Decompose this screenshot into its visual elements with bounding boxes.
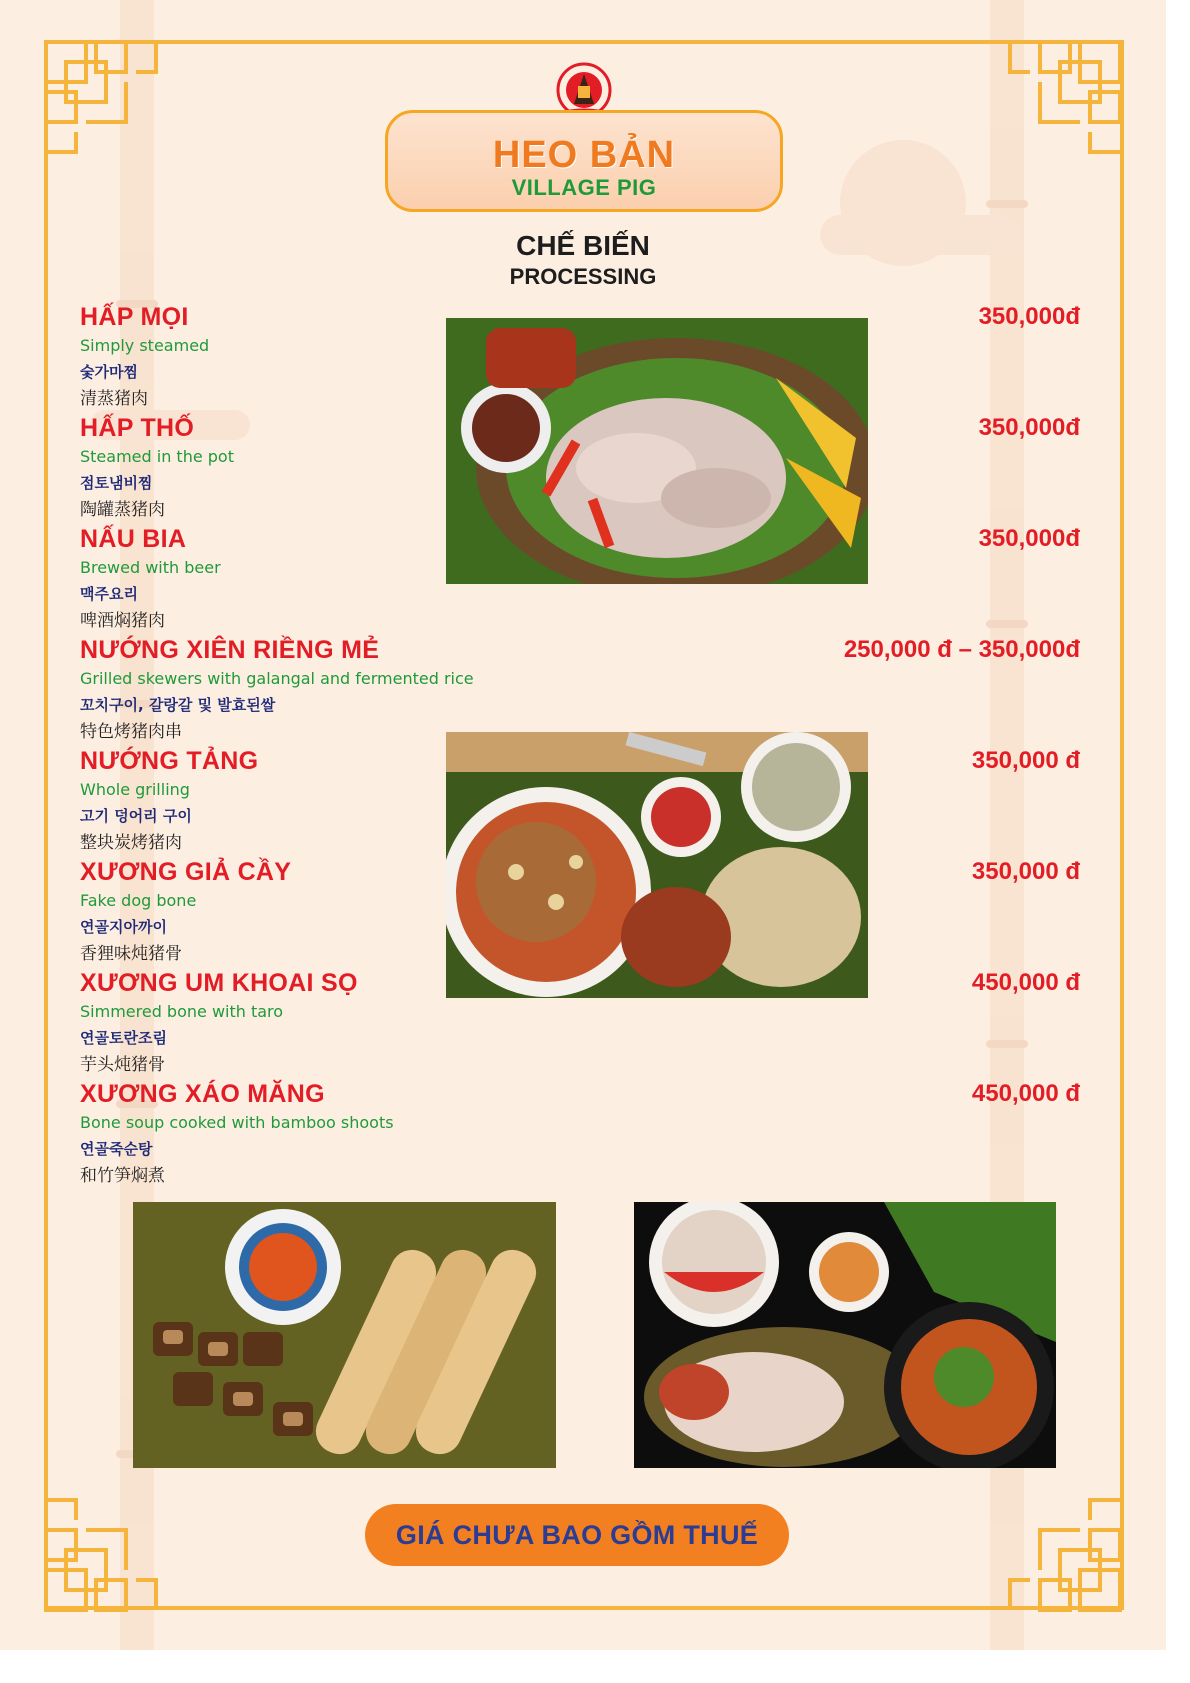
- item-name: NẤU BIA: [80, 525, 187, 553]
- item-english: Simply steamed: [80, 336, 210, 355]
- item-price: 250,000 đ – 350,000đ: [843, 636, 1080, 663]
- item-english: Simmered bone with taro: [80, 1002, 284, 1021]
- food-photo-bone-stew: [446, 732, 868, 998]
- item-korean: 맥주요리: [80, 585, 138, 603]
- section-title: CHẾ BIẾN: [516, 230, 650, 261]
- item-price: 350,000đ: [978, 414, 1080, 441]
- item-chinese: 啤酒焖猪肉: [80, 611, 165, 631]
- item-chinese: 清蒸猪肉: [80, 389, 148, 409]
- item-price: 350,000 đ: [971, 747, 1080, 774]
- section-subtitle: PROCESSING: [509, 264, 657, 289]
- item-korean: 점토냄비찜: [80, 474, 153, 492]
- item-english: Whole grilling: [80, 780, 190, 799]
- item-name: NƯỚNG TẢNG: [80, 747, 259, 775]
- corner-ornament-bottom-right: [980, 1470, 1130, 1620]
- item-name: XƯƠNG UM KHOAI SỌ: [80, 969, 358, 997]
- food-photo-hotpot-platter: [634, 1202, 1056, 1468]
- menu-title: HEO BẢN: [492, 134, 676, 176]
- corner-ornament-top-right: [980, 32, 1130, 182]
- item-name: HẤP THỐ: [80, 414, 195, 442]
- item-chinese: 整块炭烤猪肉: [80, 833, 182, 853]
- item-chinese: 香狸味炖猪骨: [80, 944, 182, 964]
- item-korean: 고기 덩어리 구이: [80, 807, 192, 825]
- corner-ornament-bottom-left: [36, 1470, 186, 1620]
- item-name: NƯỚNG XIÊN RIỀNG MẺ: [80, 636, 380, 664]
- item-korean: 꼬치구이, 갈랑갈 및 발효된쌀: [80, 696, 276, 714]
- item-price: 350,000 đ: [971, 858, 1080, 885]
- item-price: 450,000 đ: [971, 969, 1080, 996]
- item-english: Steamed in the pot: [80, 447, 234, 466]
- menu-item: [80, 1079, 1080, 1189]
- item-price: 350,000đ: [978, 525, 1080, 552]
- item-name: XƯƠNG GIẢ CẦY: [80, 858, 292, 886]
- item-chinese: 芋头炖猪骨: [80, 1055, 165, 1075]
- item-chinese: 和竹笋焖煮: [80, 1166, 165, 1186]
- title-banner: [385, 110, 783, 212]
- menu-subtitle: VILLAGE PIG: [511, 175, 657, 200]
- item-korean: 숯가마찜: [80, 363, 138, 381]
- corner-ornament-top-left: [36, 32, 186, 182]
- food-photo-steamed-pork: [446, 318, 868, 584]
- item-english: Fake dog bone: [80, 891, 197, 910]
- item-price: 350,000đ: [978, 303, 1080, 330]
- tax-note-badge: GIÁ CHƯA BAO GỒM THUẾ: [365, 1504, 789, 1566]
- menu-item: [80, 635, 1080, 745]
- item-name: HẤP MỌI: [80, 303, 189, 331]
- item-chinese: 特色烤猪肉串: [80, 722, 182, 742]
- food-photo-grilled-skewers: [133, 1202, 556, 1468]
- item-price: 450,000 đ: [971, 1080, 1080, 1107]
- item-english: Brewed with beer: [80, 558, 221, 577]
- item-chinese: 陶罐蒸猪肉: [80, 500, 165, 520]
- item-korean: 연골토란조림: [80, 1029, 167, 1047]
- item-name: XƯƠNG XÁO MĂNG: [80, 1080, 325, 1108]
- item-korean: 연골죽순탕: [80, 1140, 153, 1158]
- item-korean: 연골지아까이: [80, 918, 167, 936]
- item-english: Bone soup cooked with bamboo shoots: [80, 1113, 394, 1132]
- item-english: Grilled skewers with galangal and fermented rice: [80, 669, 474, 688]
